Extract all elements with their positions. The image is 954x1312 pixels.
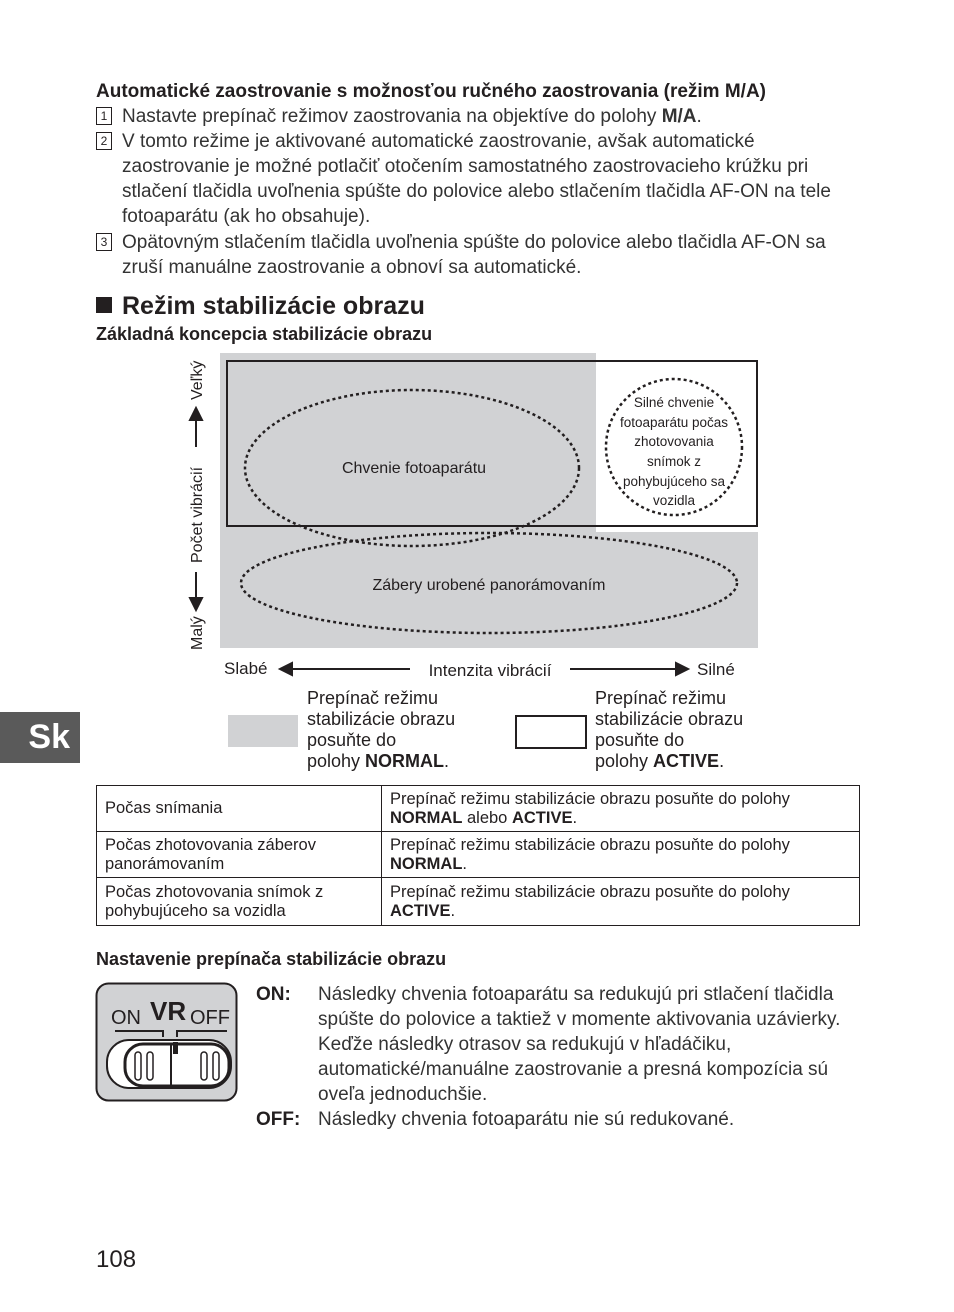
x-axis-label: Intenzita vibrácií: [428, 661, 552, 680]
svg-text:snímok z: snímok z: [646, 454, 702, 469]
legend-normal-text: Prepínač režimu stabilizácie obrazu posuňte do polohy NORMAL.: [307, 688, 456, 771]
x-high-label: Silné: [697, 660, 735, 679]
svg-text:VR: VR: [150, 996, 187, 1026]
svg-text:Silné chvenie: Silné chvenie: [633, 395, 715, 410]
vr-mode-table: [96, 785, 860, 926]
svg-text:pohybujúceho sa: pohybujúceho sa: [622, 474, 726, 489]
y-low-label: Malý: [189, 616, 206, 650]
off-label: OFF:: [256, 1109, 301, 1130]
legend-active-swatch: [515, 715, 587, 749]
situation-cell: Počas snímania: [97, 786, 382, 832]
on-label: ON:: [256, 984, 291, 1005]
step-number: 3: [96, 233, 112, 251]
table-row: [97, 832, 860, 878]
step-2: V tomto režime je aktivované automatické zaostrovanie, avšak automatické zaostrovanie je možné potlačiť otočením samostatného zaostrovacieho krúžku pri stlačení tlačidla uvoľnenia spúšte do polovice alebo stlačením tlačidla AF-ON na tele fotoaparátu (ak ho obsahuje).: [122, 131, 831, 227]
action-cell: Prepínač režimu stabilizácie obrazu posuňte do polohy ACTIVE.: [382, 878, 860, 926]
step-3: Opätovným stlačením tlačidla uvoľnenia spúšte do polovice alebo tlačidla AF-ON sa zruší manuálne zaostrovanie a obnoví sa automatické.: [122, 232, 826, 278]
table-row: [97, 786, 860, 832]
section-heading-ma: Automatické zaostrovanie s možnosťou ručného zaostrovania (režim M/A): [96, 81, 767, 102]
step-bold: M/A: [661, 106, 697, 127]
step-after: .: [696, 106, 702, 127]
step-number: 1: [96, 107, 112, 125]
action-cell: Prepínač režimu stabilizácie obrazu posuňte do polohy NORMAL alebo ACTIVE.: [382, 786, 860, 832]
language-tab: Sk: [0, 712, 80, 763]
step-number: 2: [96, 132, 112, 150]
y-high-label: Veľký: [189, 360, 206, 400]
legend-normal-swatch: [228, 715, 298, 747]
table-row: [97, 878, 860, 926]
step-text: Nastavte prepínač režimov zaostrovania na objektíve do polohy: [122, 106, 662, 127]
legend-active-text: Prepínač režimu stabilizácie obrazu posuňte do polohy ACTIVE.: [595, 688, 744, 771]
ellipse1-label: Chvenie fotoaparátu: [341, 460, 487, 477]
on-description: Následky chvenia fotoaparátu sa redukujú pri stlačení tlačidla spúšte do polovice a taktiež v momente aktivovania uzávierky. Keďže následky otrasov sa redukujú v hľadáčiku, automatické/manuálne zaostrovanie a presná kompozícia sú oveľa jednoduchšie.: [318, 984, 841, 1105]
action-cell: Prepínač režimu stabilizácie obrazu posuňte do polohy NORMAL.: [382, 832, 860, 878]
situation-cell: Počas zhotovovania záberov panorámovaním: [97, 832, 382, 878]
x-low-label: Slabé: [224, 659, 268, 678]
svg-text:OFF: OFF: [190, 1007, 230, 1029]
ellipse2-label: Zábery urobené panorámovaním: [372, 577, 606, 594]
subheading-switch: Nastavenie prepínača stabilizácie obrazu: [96, 949, 447, 969]
svg-text:fotoaparátu počas: fotoaparátu počas: [619, 415, 729, 430]
svg-text:vozidla: vozidla: [652, 493, 696, 508]
vr-switch-illustration: [95, 982, 239, 1102]
off-description: Následky chvenia fotoaparátu nie sú redukované.: [318, 1109, 735, 1130]
section-title: Režim stabilizácie obrazu: [122, 292, 425, 320]
circle-label: [620, 395, 728, 508]
y-axis-label: Počet vibrácií: [189, 466, 206, 563]
subheading: Základná koncepcia stabilizácie obrazu: [96, 324, 433, 344]
normal-zone-upper: [220, 353, 596, 533]
page-number: 108: [96, 1246, 137, 1273]
svg-text:zhotovovania: zhotovovania: [634, 434, 714, 449]
svg-text:ON: ON: [111, 1007, 141, 1029]
situation-cell: Počas zhotovovania snímok z pohybujúceho sa vozidla: [97, 878, 382, 926]
